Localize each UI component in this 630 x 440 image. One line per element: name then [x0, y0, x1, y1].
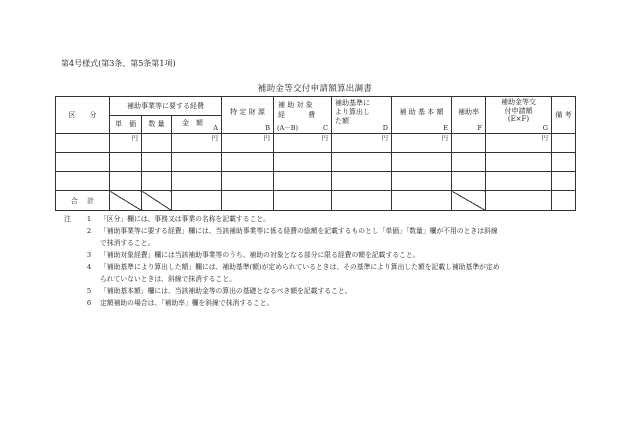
note-item — [64, 225, 584, 237]
amount-label: 金 額 — [182, 118, 203, 127]
base-amount-tag: E — [443, 124, 448, 132]
note-continuation: られていないときは、斜線で抹消すること。 — [100, 275, 236, 283]
base-amount-label: 補 助 基 本 額 — [399, 108, 444, 116]
header-quantity: 数 量 — [142, 115, 172, 134]
note-item — [64, 261, 584, 273]
specific-funds-tag: B — [265, 124, 270, 132]
note-number: 4 — [86, 263, 92, 271]
header-standard-amount — [332, 97, 392, 134]
header-required-costs: 補助事業等に要する経費 — [110, 97, 222, 116]
note-number: 2 — [86, 227, 92, 235]
total-rate-struck — [452, 191, 486, 211]
header-unit-price: 単 価 — [110, 115, 142, 134]
standard-line1: 補助基準に — [335, 99, 370, 107]
cell-remarks — [552, 134, 576, 153]
cell-rate — [452, 134, 486, 153]
header-target-costs — [274, 97, 332, 134]
note-number: 1 — [86, 215, 92, 223]
table-row — [56, 153, 576, 172]
note-item — [64, 285, 584, 297]
target-costs-line2: 経 費 — [278, 111, 316, 119]
total-unit-price-struck — [110, 191, 142, 211]
target-costs-formula: (A－B) — [277, 124, 299, 132]
target-costs-tag: C — [323, 124, 328, 132]
document-title: 補助金等交付申請額算出調書 — [257, 84, 373, 94]
request-formula: (E×F) — [507, 115, 530, 123]
header-amount — [172, 115, 222, 134]
notes-head: 注 — [64, 215, 71, 223]
note-text: 「区分」欄には、事務又は事業の名称を記載すること。 — [100, 215, 270, 223]
header-request-amount — [486, 97, 552, 134]
total-standard-amount — [332, 191, 392, 211]
cell-quantity — [142, 134, 172, 153]
rate-tag: F — [477, 124, 482, 132]
target-costs-line1: 補 助 対 象 — [278, 101, 313, 109]
request-tag: G — [542, 124, 548, 132]
note-text: 「補助基本額」欄には、当該補助金等の算出の基礎となるべき額を記載すること。 — [100, 287, 352, 295]
note-continuation: で抹消すること。 — [100, 239, 155, 247]
total-request-amount — [486, 191, 552, 211]
note-item — [64, 213, 584, 225]
table-row — [56, 172, 576, 191]
note-text: 「補助基準により算出した額」欄には、補助基準(額)が定められているときは、その基準により算出した額を記載し補助基準が定め — [100, 263, 500, 271]
header-rate — [452, 97, 486, 134]
table-row — [56, 134, 576, 153]
total-specific-funds — [222, 191, 274, 211]
cell-kubun — [56, 134, 110, 153]
rate-label: 補助率 — [458, 108, 479, 116]
cell-specific-funds: 円 — [222, 134, 274, 153]
note-item — [64, 249, 584, 261]
standard-line3: た額 — [335, 117, 349, 125]
note-item — [64, 297, 584, 309]
total-target-costs — [274, 191, 332, 211]
total-base-amount — [392, 191, 452, 211]
total-amount — [172, 191, 222, 211]
calculation-table — [55, 96, 576, 211]
note-text: 「補助事業等に要する経費」欄には、当該補助事業等に係る経費の総額を記載するものとし「単価」「数量」欄が不用のときは斜線 — [100, 227, 498, 235]
request-line1: 補助金等交 — [501, 98, 536, 106]
notes-section — [64, 213, 584, 309]
header-base-amount — [392, 97, 452, 134]
cell-request-amount: 円 — [486, 134, 552, 153]
cell-standard-amount: 円 — [332, 134, 392, 153]
total-remarks — [552, 191, 576, 211]
header-kubun — [56, 97, 110, 134]
kubun-label: 区 分 — [68, 111, 97, 119]
note-number: 6 — [86, 299, 92, 307]
specific-funds-label: 特 定 財 源 — [230, 108, 265, 116]
note-number: 3 — [86, 251, 92, 259]
header-remarks: 備 考 — [552, 97, 576, 134]
total-row — [56, 191, 576, 211]
total-quantity-struck — [142, 191, 172, 211]
note-text: 定額補助の場合は、「補助率」欄を斜線で抹消すること。 — [100, 299, 274, 307]
standard-tag: D — [382, 124, 388, 132]
total-label: 合 計 — [56, 191, 110, 211]
form-number: 第4号様式(第3条、第5条第1項) — [61, 59, 176, 68]
cell-unit-price: 円 — [110, 134, 142, 153]
standard-line2: より算出し — [335, 108, 370, 116]
request-line2: 付申請額 — [504, 106, 533, 115]
cell-target-costs: 円 — [274, 134, 332, 153]
note-number: 5 — [86, 287, 92, 295]
header-specific-funds — [222, 97, 274, 134]
amount-tag: A — [213, 124, 218, 132]
cell-amount: 円 — [172, 134, 222, 153]
note-text: 「補助対象経費」欄には当該補助事業等のうち、補助の対象となる部分に限る経費の額を記載すること。 — [100, 251, 420, 259]
cell-base-amount: 円 — [392, 134, 452, 153]
